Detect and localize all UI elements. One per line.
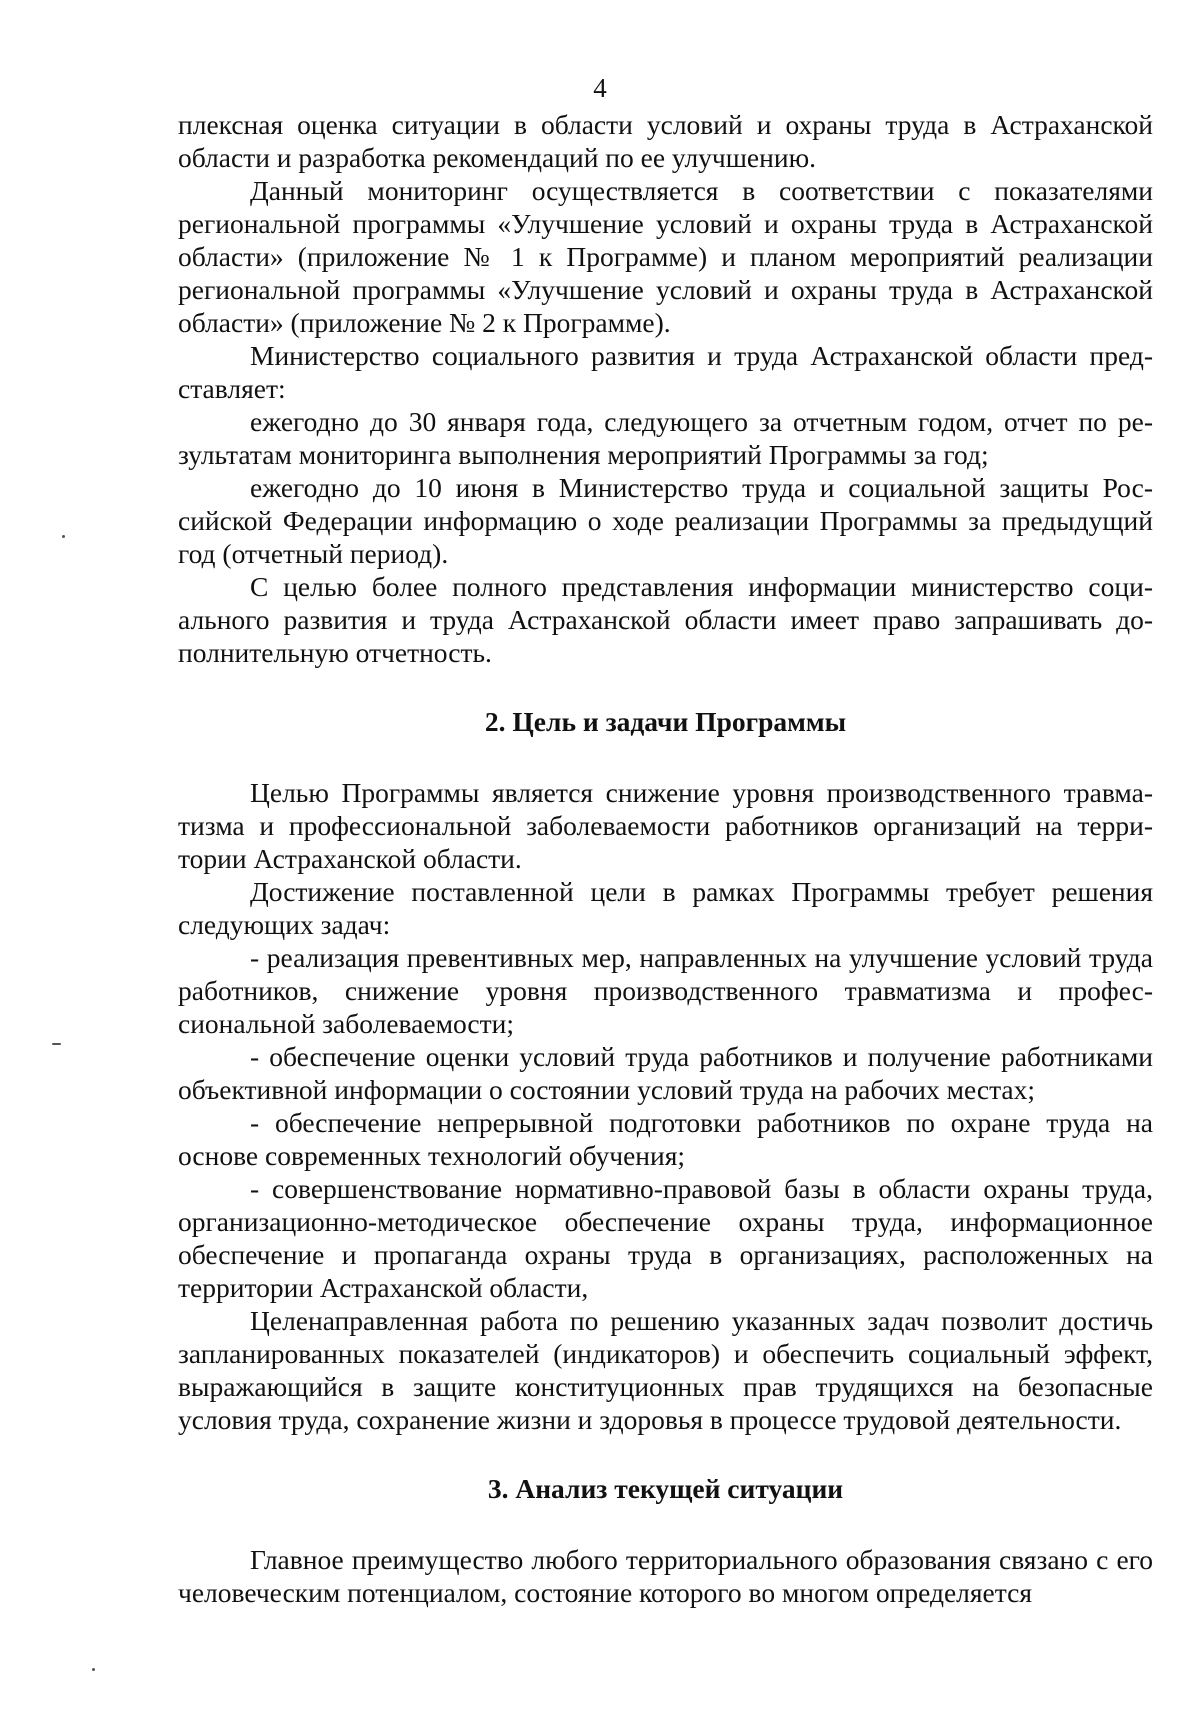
list-item-task-preventive: - реализация превентивных мер, направленных на улучшение условий труда работников, снижение уровня производственного травматизма и профессиональной заболеваемости; — [178, 942, 1153, 1039]
paragraph-tasks-intro: Достижение поставленной цели в рамках Программы требует решения следующих задач: — [178, 876, 1153, 940]
paragraph-analysis-start: Главное преимущество любого территориального образования связано с его человеческим потенциалом, состояние которого во многом определяется — [178, 1544, 1153, 1608]
section-heading-analysis: 3. Анализ текущей ситуации — [487, 1473, 844, 1504]
list-item-task-assessment: - обеспечение оценки условий труда работников и получение работниками объективной информации о состоянии условий труда на рабочих местах; — [178, 1041, 1153, 1105]
paragraph-monitoring: Данный мониторинг осуществляется в соответствии с показателями региональной программы «Улучшение условий и охраны труда в Астраханской области» (приложение № 1 к Программе) и планом мероприятий реализации региональной программы «Улучшение условий и охраны труда в Астраханской области» (приложение № 2 к Программе). — [178, 175, 1153, 338]
scan-speck — [52, 1043, 61, 1045]
page-number: 4 — [593, 73, 607, 103]
section-heading-goals: 2. Цель и задачи Программы — [484, 706, 847, 737]
paragraph-program-goal: Целью Программы является снижение уровня производственного травматизма и профессиональной заболеваемости работников организаций на территории Астраханской области. — [178, 777, 1153, 874]
page-body — [178, 108, 1153, 1609]
list-item-task-regulatory: - совершенствование нормативно-правовой базы в области охраны труда, организационно-методическое обеспечение охраны труда, информационное обеспечение и пропаганда охраны труда в организациях, расположенных на территории Астраханской области, — [178, 1173, 1153, 1303]
paragraph-intro-continuation: плексная оценка ситуации в области условий и охраны труда в Астраханской области и разработка рекомендаций по ее улучшению. — [178, 109, 1153, 173]
list-item-task-training: - обеспечение непрерывной подготовки работников по охране труда на основе современных технологий обучения; — [178, 1107, 1153, 1171]
paragraph-expected-effect: Целенаправленная работа по решению указанных задач позволит достичь запланированных показателей (индикаторов) и обеспечить социальный эффект, выражающийся в защите конституционных прав трудящихся на безопасные условия труда, сохранение жизни и здоровья в процессе трудовой деятельности. — [178, 1305, 1153, 1435]
paragraph-annual-report-june: ежегодно до 10 июня в Министерство труда и социальной защиты Российской Федерации информацию о ходе реализации Программы за предыдущий год (отчетный период). — [178, 472, 1153, 569]
scan-speck — [92, 1668, 95, 1671]
paragraph-ministry-presents: Министерство социального развития и труда Астраханской области представляет: — [178, 340, 1153, 404]
paragraph-additional-reporting: С целью более полного представления информации министерство социального развития и труда Астраханской области имеет право запрашивать дополнительную отчетность. — [178, 571, 1153, 668]
scan-speck — [62, 535, 65, 538]
paragraph-annual-report-january: ежегодно до 30 января года, следующего за отчетным годом, отчет по результатам мониторинга выполнения мероприятий Программы за год; — [178, 406, 1153, 470]
